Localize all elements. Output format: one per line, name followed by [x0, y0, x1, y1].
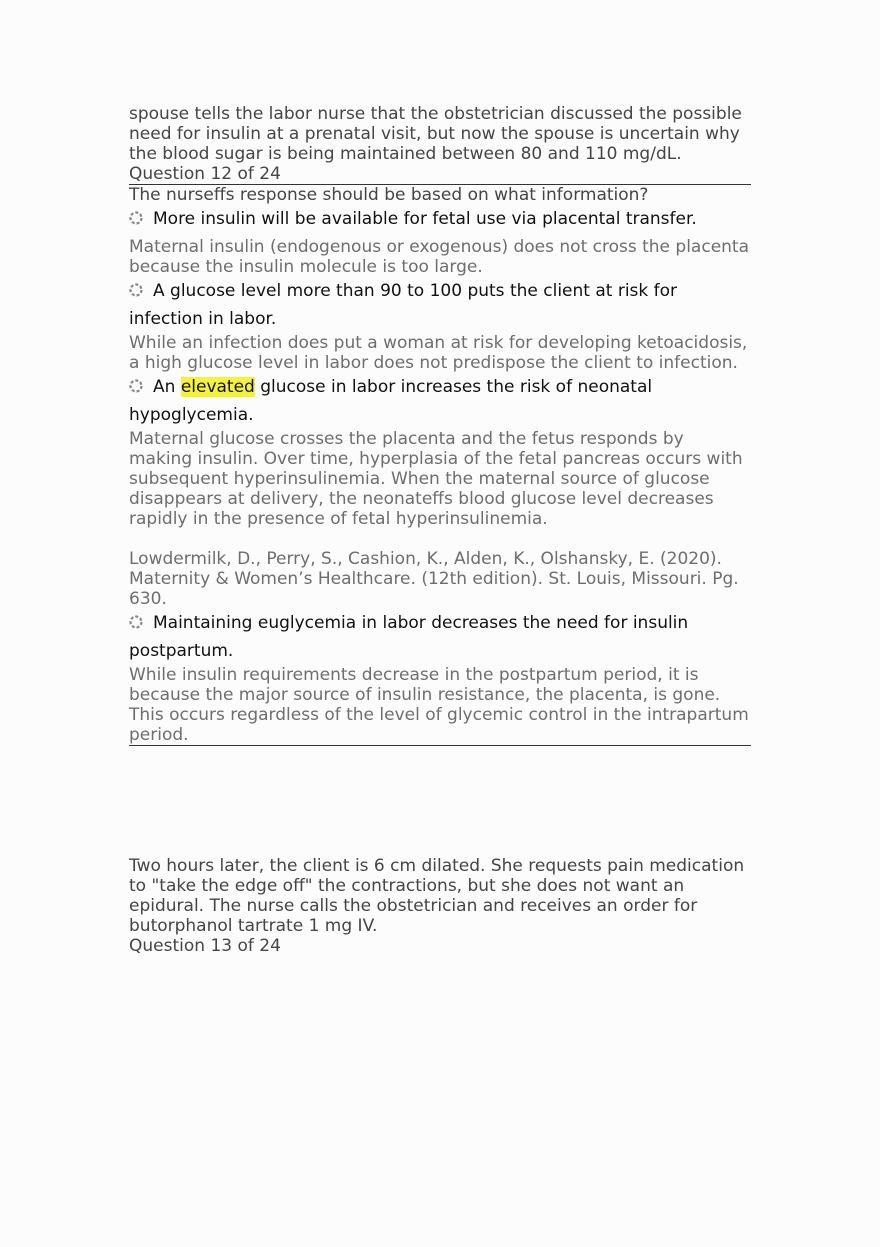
- radio-button-icon[interactable]: [129, 379, 143, 393]
- answer-option-3-rationale: Maternal glucose crosses the placenta and the fetus responds by making insulin. Over time, hyperplasia of the fetal pancreas occurs with subsequent hyperinsulinemia. When the maternal source of glucose disappears at delivery, the neonateffs blood glucose level decreases rapidly in the presence of fetal hyperinsulinemia.: [129, 429, 743, 529]
- scenario-paragraph: Two hours later, the client is 6 cm dilated. She requests pain medication to "take the edge off" the contractions, but she does not want an epidural. The nurse calls the obstetrician and receives an order for butorphanol tartrate 1 mg IV.: [129, 856, 745, 936]
- answer-option-3[interactable]: [129, 373, 751, 429]
- answer-option-3-reference: Lowdermilk, D., Perry, S., Cashion, K., Alden, K., Olshansky, E. (2020). Maternity & Women’s Healthcare. (12th edition). St. Louis, Missouri. Pg. 630.: [129, 549, 739, 609]
- spacer: [129, 746, 751, 856]
- answer-option-2-text: A glucose level more than 90 to 100 puts the client at risk for infection in labor.: [129, 281, 678, 329]
- question-12-prompt: The nurseffs response should be based on what information?: [129, 185, 649, 205]
- question-12-header: Question 12 of 24: [129, 164, 751, 185]
- answer-option-2[interactable]: [129, 277, 751, 333]
- highlighted-word: elevated: [180, 377, 255, 397]
- answer-option-1-text: More insulin will be available for fetal use via placental transfer.: [153, 209, 697, 229]
- answer-option-4[interactable]: [129, 609, 751, 665]
- answer-option-4-text: Maintaining euglycemia in labor decreases the need for insulin postpartum.: [129, 613, 689, 661]
- answer-option-2-rationale: While an infection does put a woman at risk for developing ketoacidosis, a high glucose level in labor does not predispose the client to infection.: [129, 333, 748, 373]
- answer-option-3-text-before: An: [153, 377, 181, 397]
- radio-button-icon[interactable]: [129, 615, 143, 629]
- answer-option-4-rationale: While insulin requirements decrease in the postpartum period, it is because the major source of insulin resistance, the placenta, is gone. This occurs regardless of the level of glycemic control in the intrapartum period.: [129, 665, 751, 746]
- radio-button-icon[interactable]: [129, 283, 143, 297]
- radio-button-icon[interactable]: [129, 211, 143, 225]
- document-page: [129, 104, 751, 956]
- intro-paragraph: spouse tells the labor nurse that the obstetrician discussed the possible need for insulin at a prenatal visit, but now the spouse is uncertain why the blood sugar is being maintained between 80 and 110 mg/dL.: [129, 104, 742, 164]
- answer-option-3-text-after: glucose in labor increases the risk of neonatal hypoglycemia.: [129, 377, 653, 425]
- answer-option-1-rationale: Maternal insulin (endogenous or exogenous) does not cross the placenta because the insulin molecule is too large.: [129, 237, 750, 277]
- question-13-header: Question 13 of 24: [129, 936, 281, 956]
- answer-option-1[interactable]: [129, 205, 751, 233]
